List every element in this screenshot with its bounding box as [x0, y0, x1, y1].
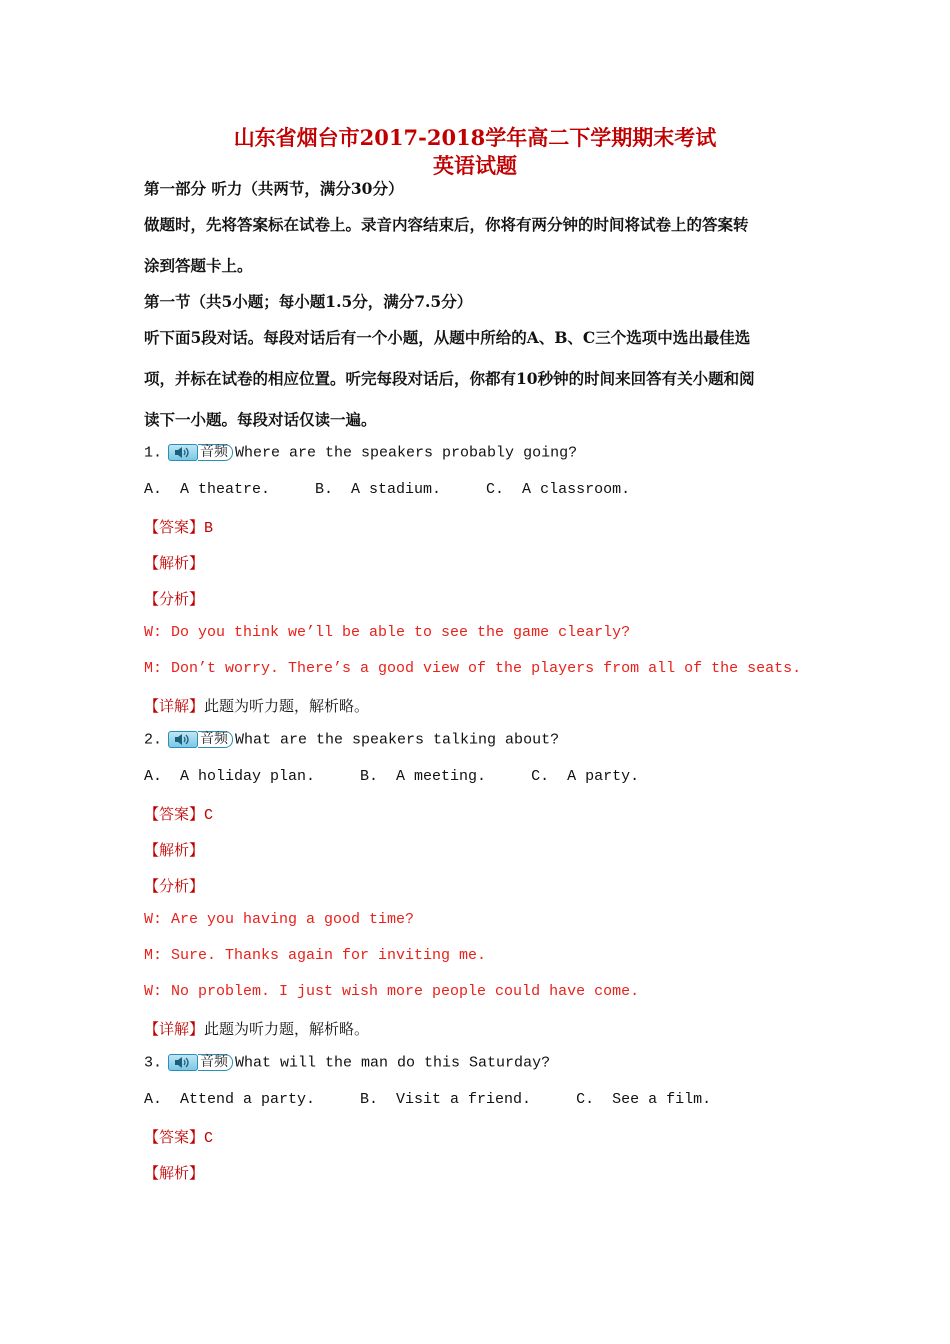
speaker-icon	[168, 1054, 198, 1071]
fenxi-tag-1: 【分析】	[144, 590, 205, 608]
section1-instruction-2: 项，并标在试卷的相应位置。听完每段对话后，你都有10秒钟的时间来回答有关小题和阅	[144, 369, 755, 388]
answer-row-1	[144, 516, 213, 537]
answer-tag: 【答案】	[144, 805, 205, 823]
dialogue-line: W: Do you think we’ll be able to see the game clearly?	[144, 624, 631, 641]
question-number: 2.	[144, 731, 163, 749]
question-3	[144, 1054, 550, 1071]
dialogue-line: W: Are you having a good time?	[144, 911, 415, 928]
question-2	[144, 731, 559, 748]
document-title: 山东省烟台市2017-2018学年高二下学期期末考试	[233, 125, 717, 150]
question-2-options: A. A holiday plan. B. A meeting. C. A party.	[144, 768, 640, 785]
detail-text: 此题为听力题，解析略。	[204, 697, 370, 715]
answer-value: C	[204, 1130, 214, 1147]
question-stem: What will the man do this Saturday?	[235, 1054, 551, 1072]
audio-label: 音频	[198, 731, 233, 748]
section1-heading: 第一节（共5小题；每小题1.5分，满分7.5分）	[144, 292, 473, 311]
section1-instruction-3: 读下一小题。每段对话仅读一遍。	[144, 410, 377, 429]
answer-value: C	[204, 807, 214, 824]
part1-heading: 第一部分 听力（共两节，满分30分）	[144, 179, 404, 198]
detail-tag: 【详解】	[144, 1020, 205, 1038]
detail-row-1	[144, 695, 369, 716]
instruction-line-2: 涂到答题卡上。	[144, 256, 253, 275]
audio-button[interactable]	[168, 731, 233, 748]
question-stem: What are the speakers talking about?	[235, 731, 560, 749]
question-3-options: A. Attend a party. B. Visit a friend. C. See a film.	[144, 1091, 712, 1108]
dialogue-line: M: Sure. Thanks again for inviting me.	[144, 947, 487, 964]
answer-row-3	[144, 1126, 213, 1147]
audio-label: 音频	[198, 1054, 233, 1071]
dialogue-line: M: Don’t worry. There’s a good view of the players from all of the seats.	[144, 660, 802, 677]
question-1-options: A. A theatre. B. A stadium. C. A classroom.	[144, 481, 631, 498]
answer-tag: 【答案】	[144, 518, 205, 536]
analysis-tag-1: 【解析】	[144, 554, 205, 572]
question-stem: Where are the speakers probably going?	[235, 444, 578, 462]
question-number: 3.	[144, 1054, 163, 1072]
analysis-tag-2: 【解析】	[144, 841, 205, 859]
detail-tag: 【详解】	[144, 697, 205, 715]
question-1	[144, 444, 577, 461]
section1-instruction-1: 听下面5段对话。每段对话后有一个小题，从题中所给的A、B、C三个选项中选出最佳选	[144, 328, 751, 347]
detail-text: 此题为听力题，解析略。	[204, 1020, 370, 1038]
answer-tag: 【答案】	[144, 1128, 205, 1146]
audio-label: 音频	[198, 444, 233, 461]
question-number: 1.	[144, 444, 163, 462]
detail-row-2	[144, 1018, 369, 1039]
instruction-line-1: 做题时，先将答案标在试卷上。录音内容结束后，你将有两分钟的时间将试卷上的答案转	[144, 215, 749, 234]
answer-value: B	[204, 520, 214, 537]
answer-row-2	[144, 803, 213, 824]
document-subtitle: 英语试题	[433, 153, 517, 178]
speaker-icon	[168, 444, 198, 461]
speaker-icon	[168, 731, 198, 748]
analysis-tag-3: 【解析】	[144, 1164, 205, 1182]
dialogue-line: W: No problem. I just wish more people could have come.	[144, 983, 640, 1000]
audio-button[interactable]	[168, 1054, 233, 1071]
fenxi-tag-2: 【分析】	[144, 877, 205, 895]
audio-button[interactable]	[168, 444, 233, 461]
